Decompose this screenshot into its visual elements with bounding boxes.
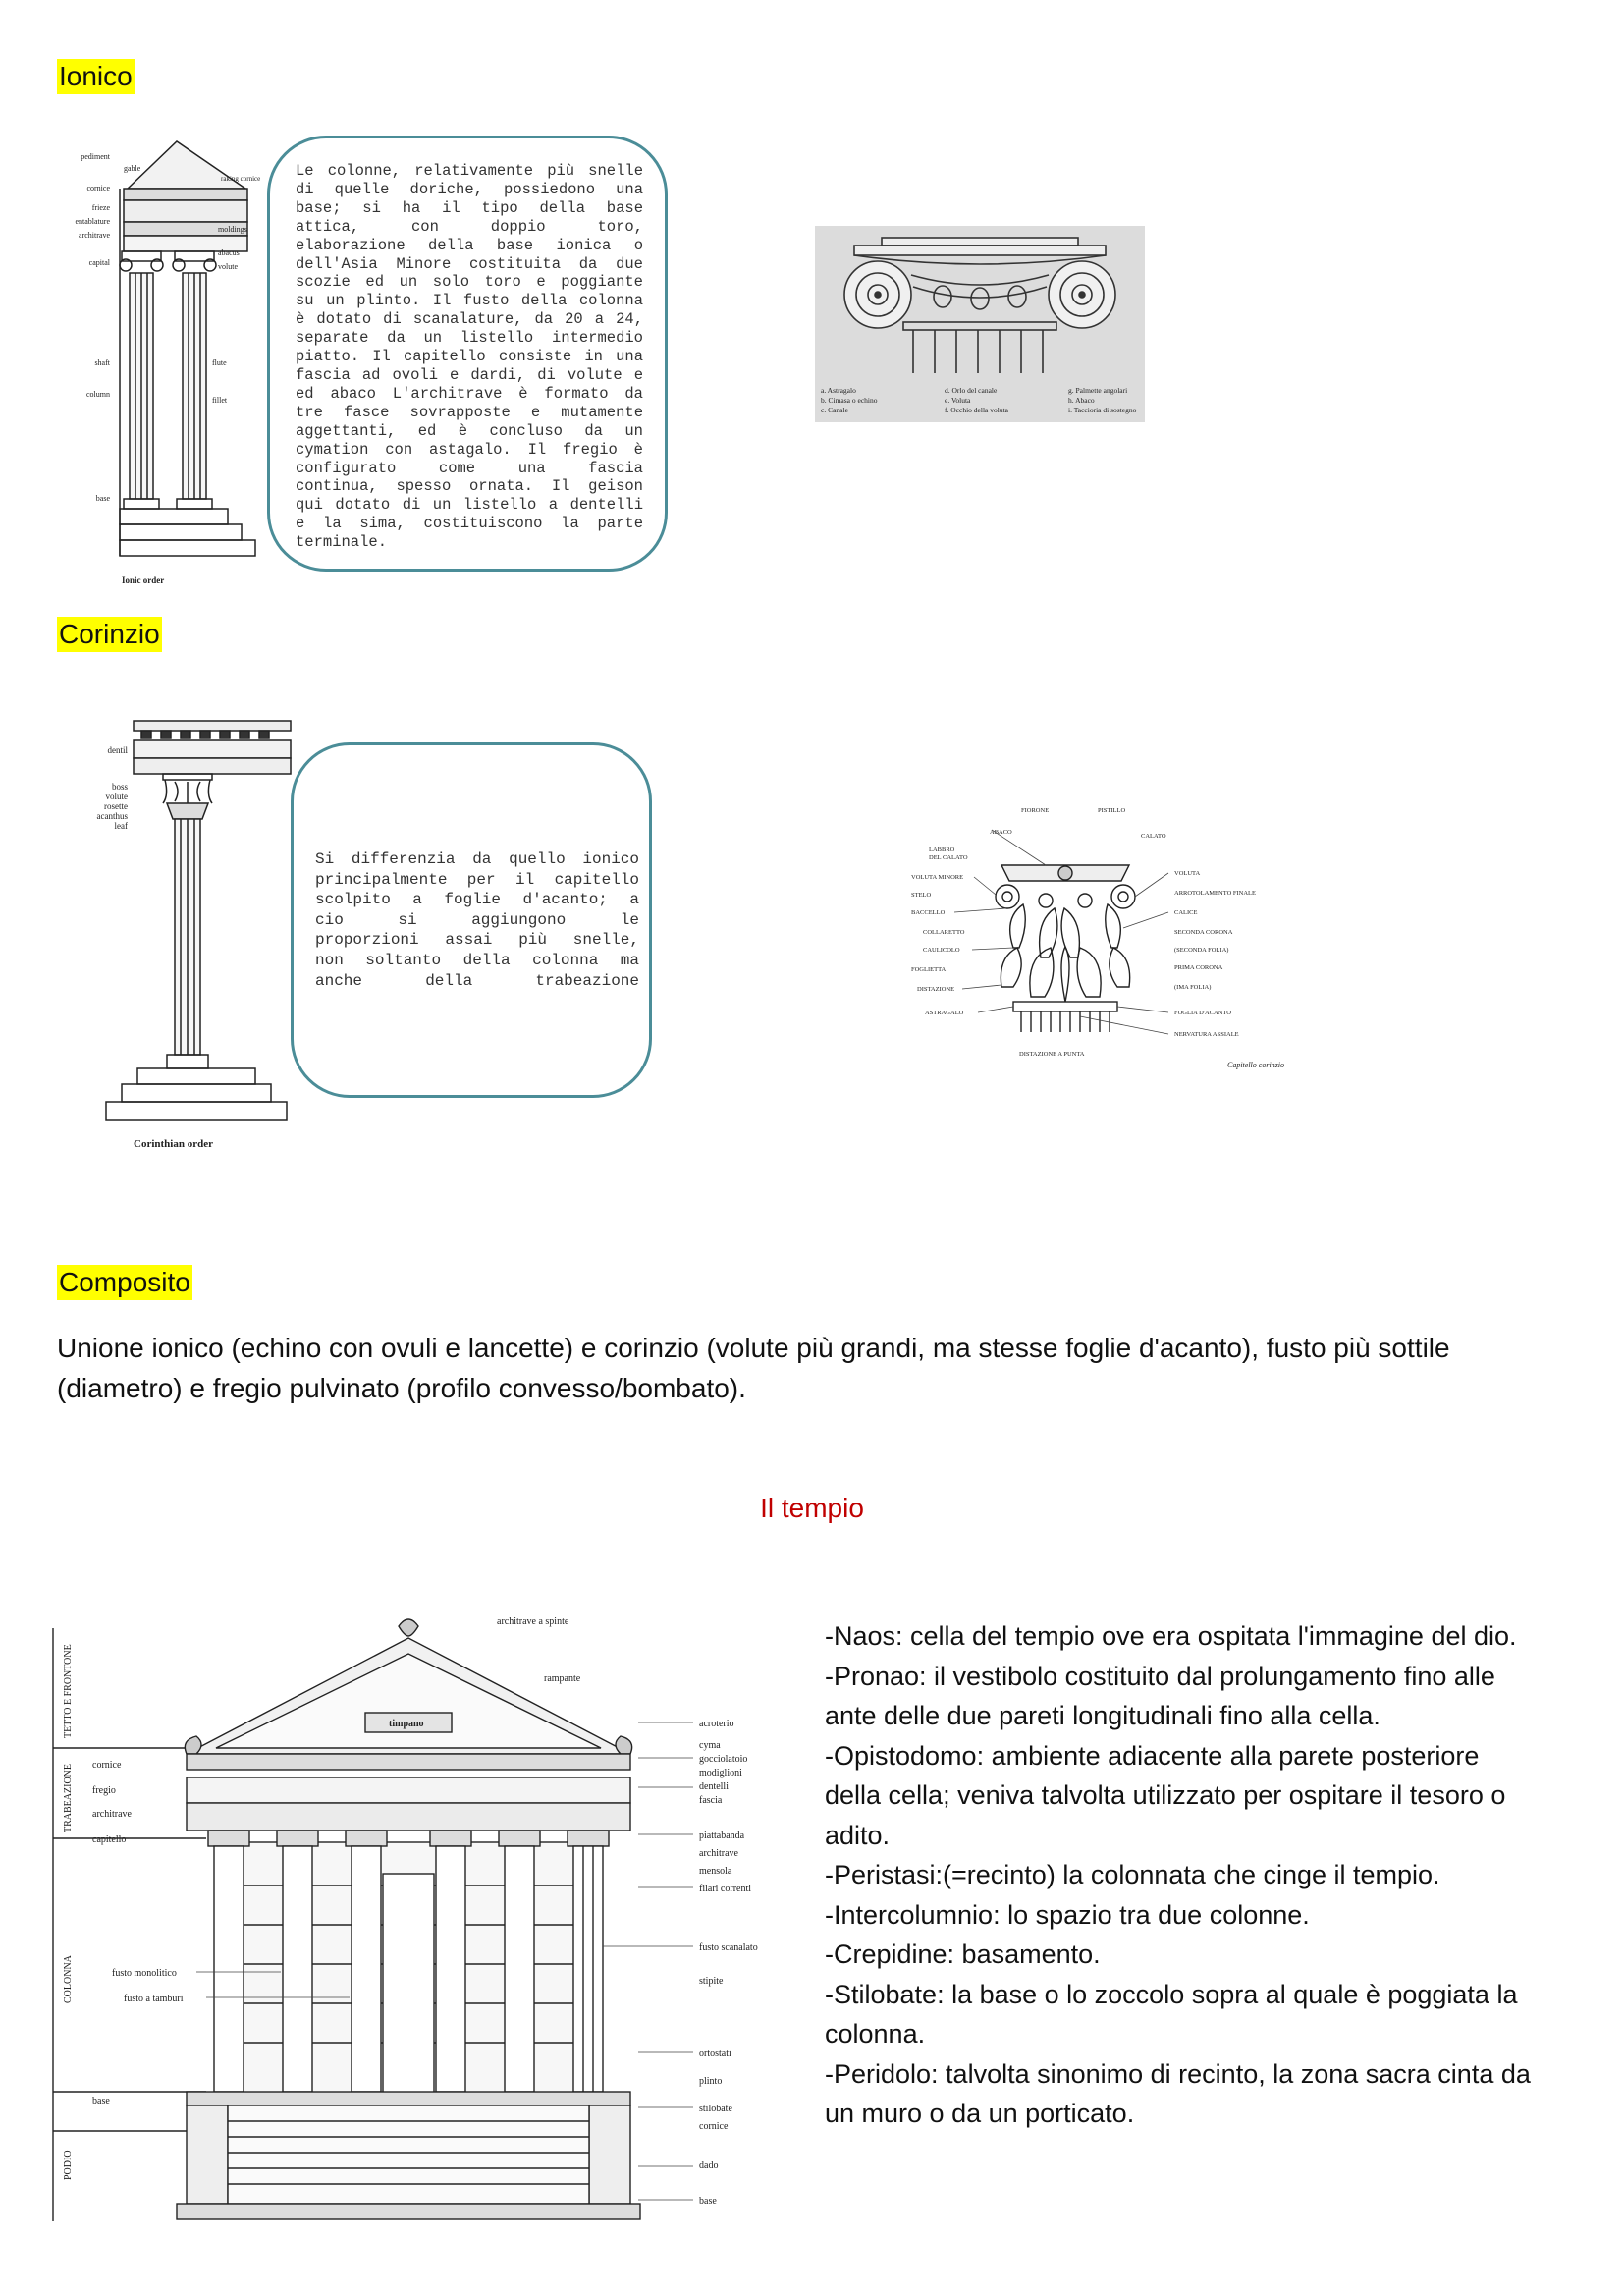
temple-label-dentelli: dentelli [699,1781,729,1792]
description-line: elaborazione della base ionica o [296,236,643,254]
description-line: proporzioni assai più snelle, [315,931,639,950]
temple-label-architrave-r: architrave [699,1848,738,1859]
cc-label-pistillo: PISTILLO [1098,807,1126,814]
ionic-order-diagram [59,130,260,591]
cc-label-seconda-corona: SECONDA CORONA [1174,929,1233,936]
label-boss: boss [111,782,128,792]
temple-label-fusto-tamburi: fusto a tamburi [124,1994,184,2004]
temple-label-fascia: fascia [699,1795,723,1806]
temple-label-dado: dado [699,2160,719,2171]
temple-label-mensola: mensola [699,1866,732,1877]
temple-label-stilobate: stilobate [699,2104,732,2114]
cc-label-stelo: STELO [911,892,932,899]
label-raking-cornice: raking cornice [221,175,260,183]
temple-label-fregio: fregio [92,1785,116,1796]
cc-label-foglia-acanto: FOGLIA D'ACANTO [1174,1010,1231,1016]
def-line: -Peristasi:(=recinto) la colonnata che cinge il tempio. [825,1860,1440,1889]
label-flute: flute [212,358,227,367]
corinzio-description-text [315,849,639,991]
cc-caption: Capitello corinzio [1227,1061,1284,1069]
description-line: fascia ad ovoli e dardi, di volute e [296,365,643,384]
cc-label-caulicolo: CAULICOLO [923,947,960,954]
label-volute-c: volute [105,792,128,801]
temple-label-base-l: base [92,2096,110,2106]
label-moldings: moldings [218,225,247,234]
legend-f: f. Occhio della voluta [945,406,1008,414]
temple-label-gocciolatoio: gocciolatoio [699,1754,748,1765]
legend-i: i. Taccioria di sostegno [1068,406,1137,414]
description-line: continua, spesso ornata. Il geison [296,477,643,496]
composito-line-2: (diametro) e fregio pulvinato (profilo convesso/bombato). [57,1373,746,1403]
def-line: -Naos: cella del tempio ove era ospitata l'immagine del dio. [825,1621,1517,1651]
ionic-capital-image [815,226,1145,422]
label-capital: capital [88,258,110,267]
temple-side-podio: PODIO [63,2150,74,2180]
description-line: separate da un listello intermedio [296,329,643,348]
label-cornice: cornice [86,184,110,192]
description-line: cymation con astagalo. Il fregio è [296,440,643,459]
caption-ionic-order: Ionic order [122,575,165,585]
description-line: non soltanto della colonna ma [315,951,639,969]
cc-label-ima-folia: (IMA FOLIA) [1174,984,1212,991]
def-line: adito. [825,1820,891,1850]
temple-definitions [825,1616,1563,2134]
def-line: colonna. [825,2019,926,2049]
def-line: -Peridolo: talvolta sinonimo di recinto, la zona sacra cinta da [825,2058,1531,2089]
cc-label-voluta-minore: VOLUTA MINORE [911,874,964,881]
caption-corinthian-order: Corinthian order [134,1138,213,1150]
def-line: -Pronao: il vestibolo costituito dal prolungamento fino alle [825,1661,1495,1691]
def-line: -Opistodomo: ambiente adiacente alla parete posteriore [825,1740,1480,1771]
legend-b: b. Cimasa o echino [821,396,878,405]
description-line: principalmente per il capitello [315,870,639,889]
temple-label-timpano: timpano [389,1719,424,1729]
cc-label-distazione-punta: DISTAZIONE A PUNTA [1019,1051,1085,1058]
label-column: column [86,390,110,399]
description-line: piatto. Il capitello consiste in una [296,348,643,366]
cc-label-arrotolamento: ARROTOLAMENTO FINALE [1174,890,1256,897]
def-line: -Stilobate: la base o lo zoccolo sopra al quale è poggiata la [825,1979,1518,2009]
label-volute: volute [218,262,238,271]
description-line: base; si ha il tipo della base [296,198,643,217]
description-line: aggettanti, ed è concluso da un [296,421,643,440]
label-entablature: entablature [75,217,110,226]
legend-g: g. Palmette angolari [1068,386,1128,395]
description-line: tre fasce sovrapposte e mutamente [296,403,643,421]
legend-a: a. Astragalo [821,386,856,395]
cc-label-seconda-folia: (SECONDA FOLIA) [1174,947,1229,954]
description-line: ed abaco L'architrave è formato da [296,384,643,403]
temple-label-piattabanda: piattabanda [699,1831,745,1841]
description-line: attica, con doppio toro, [296,217,643,236]
label-base: base [95,494,110,503]
cc-label-foglietta: FOGLIETTA [911,966,947,973]
cc-label-fiorone: FIORONE [1021,807,1050,814]
label-leaf: leaf [114,821,128,831]
label-rosette: rosette [104,801,128,811]
temple-label-cornice-l: cornice [92,1760,122,1771]
description-line: di quelle doriche, possiedono una [296,180,643,198]
label-dentil: dentil [107,745,128,755]
cc-label-voluta: VOLUTA [1174,870,1201,877]
heading-il-tempio: Il tempio [760,1493,864,1523]
temple-label-ortostati: ortostati [699,2049,731,2059]
description-line: Si differenzia da quello ionico [315,850,639,868]
temple-label-architrave-spinte: architrave a spinte [497,1616,569,1627]
temple-label-filari: filari correnti [699,1884,752,1894]
temple-label-fusto-monolitico: fusto monolitico [112,1968,177,1979]
def-line: della cella; veniva talvolta utilizzato per ospitare il tesoro o [825,1780,1506,1810]
description-line: cio si aggiungono le [315,910,639,929]
heading-ionico: Ionico [57,59,135,94]
cc-label-astragalo: ASTRAGALO [925,1010,964,1016]
temple-label-modiglioni: modiglioni [699,1768,742,1778]
label-architrave: architrave [79,231,110,240]
heading-composito: Composito [57,1265,192,1300]
def-line: -Intercolumnio: lo spazio tra due colonne. [825,1899,1310,1930]
temple-label-cornice-r: cornice [699,2121,729,2132]
temple-label-fusto-scanalato: fusto scanalato [699,1942,758,1953]
description-line: Le colonne, relativamente più snelle [296,162,643,180]
temple-label-acroterio: acroterio [699,1719,734,1729]
cc-label-distazione: DISTAZIONE [917,986,955,993]
description-line: dell'Asia Minore costituita da due [296,254,643,273]
temple-side-tetto: TETTO E FRONTONE [63,1644,74,1738]
label-frieze: frieze [91,203,110,212]
cc-label-baccello: BACCELLO [911,909,946,916]
label-abacus: abacus [218,248,240,257]
cc-label-del-calato: DEL CALATO [929,854,968,861]
composito-paragraph [57,1328,1569,1408]
cc-label-nervatura: NERVATURA ASSIALE [1174,1031,1239,1038]
label-gable: gable [124,164,141,173]
heading-corinzio: Corinzio [57,617,162,652]
label-acanthus: acanthus [96,811,128,821]
cc-label-calato: CALATO [1141,833,1166,840]
temple-label-architrave-l: architrave [92,1809,132,1820]
label-shaft: shaft [94,358,110,367]
legend-h: h. Abaco [1068,396,1095,405]
cc-label-abaco: ABACO [990,829,1012,836]
label-pediment: pediment [81,152,110,161]
description-line: è dotato di scanalature, da 20 a 24, [296,310,643,329]
def-line: un muro o da un porticato. [825,2099,1135,2128]
temple-label-capitello: capitello [92,1834,127,1845]
description-line: terminale. [296,533,388,552]
cc-label-collaretto: COLLARETTO [923,929,965,936]
temple-label-plinto: plinto [699,2076,723,2087]
cc-label-labbro: LABBRO [929,847,955,853]
temple-label-stipite: stipite [699,1976,724,1987]
corinzio-description-box [291,742,652,1098]
temple-side-trabeazione: TRABEAZIONE [63,1764,74,1832]
temple-side-colonna: COLONNA [63,1955,74,2003]
temple-label-cyma: cyma [699,1740,721,1751]
composito-line-1: Unione ionico (echino con ovuli e lancette) e corinzio (volute più grandi, ma stesse foglie d'acanto), fusto più sottile [57,1333,1450,1363]
description-line: su un plinto. Il fusto della colonna [296,292,643,310]
def-line: -Crepidine: basamento. [825,1940,1101,1969]
description-line: configurato come una fascia [296,459,643,477]
description-line: anche della trabeazione [315,971,639,990]
description-line: scolpito a foglie d'acanto; a [315,891,639,909]
ionico-description-box [267,136,668,572]
corinthian-capital-diagram [884,800,1316,1085]
description-line: e la sima, costituiscono la parte [296,515,643,533]
description-line: scozie ed un solo toro e poggiante [296,273,643,292]
temple-diagram [49,1611,787,2229]
ionico-description-text [296,162,643,552]
legend-d: d. Orlo del canale [945,386,998,395]
legend-e: e. Voluta [945,396,971,405]
temple-label-rampante: rampante [544,1673,581,1684]
legend-c: c. Canale [821,406,848,414]
cc-label-prima-corona: PRIMA CORONA [1174,964,1223,971]
temple-label-base-r: base [699,2196,717,2207]
def-line: ante delle due pareti longitudinali fino alla cella. [825,1701,1380,1730]
corinthian-order-diagram [59,709,295,1159]
cc-label-calice: CALICE [1174,909,1198,916]
label-fillet: fillet [212,396,228,405]
description-line: qui dotato di un listello a dentelli [296,496,643,515]
